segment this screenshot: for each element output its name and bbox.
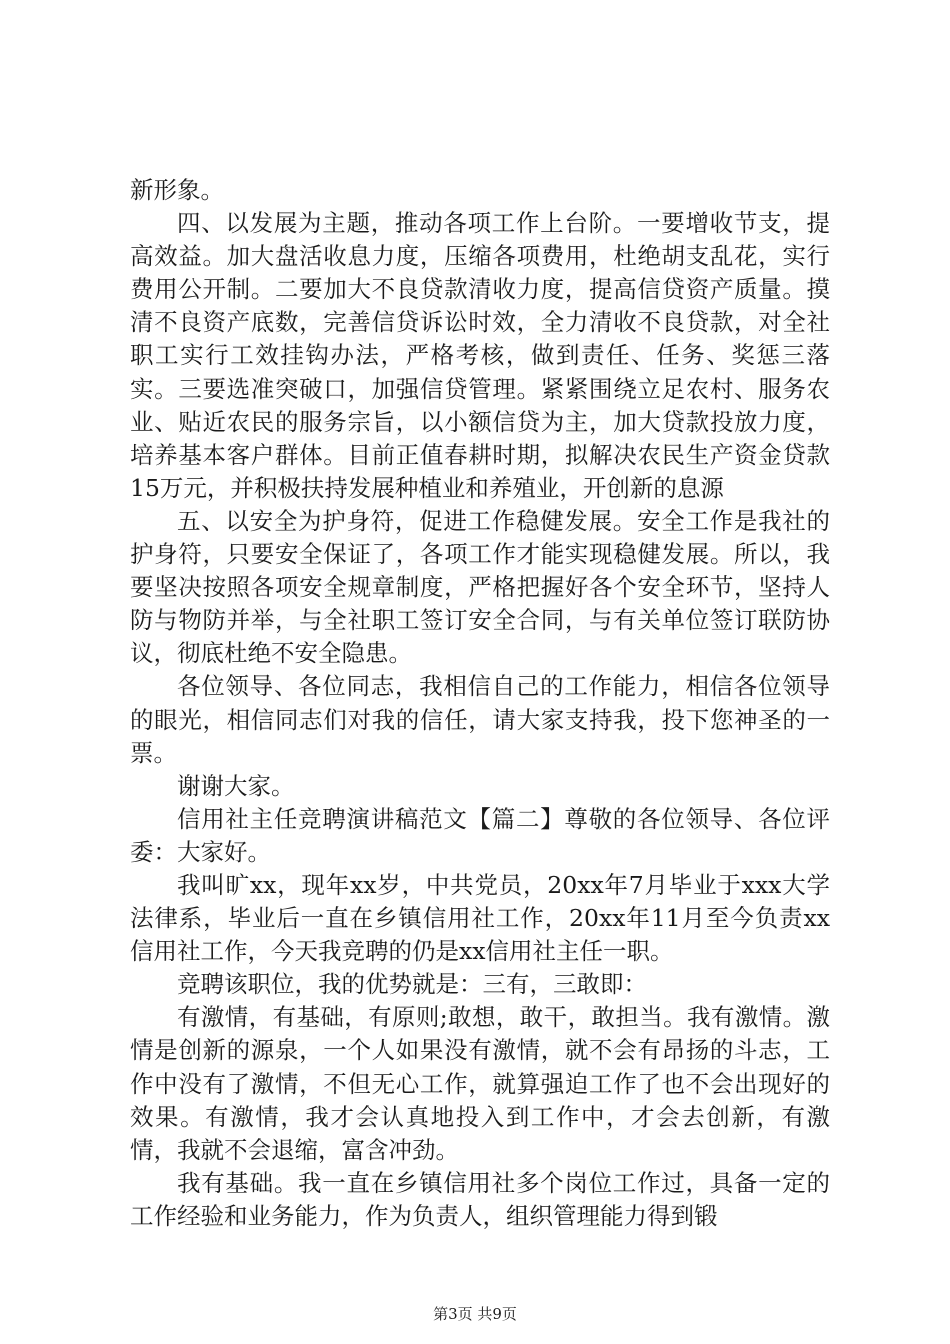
document-body [130, 174, 830, 1233]
paragraph-6: 信用社主任竞聘演讲稿范文【篇二】尊敬的各位领导、各位评委：大家好。 [130, 804, 830, 866]
paragraph-2: 四、以发展为主题，推动各项工作上台阶。一要增收节支，提高效益。加大盘活收息力度，压缩各项费用，杜绝胡支乱花，实行费用公开制。二要加大不良贷款清收力度，提高信贷资产质量。摸清不良资产底数，完善信贷诉讼时效，全力清收不良贷款，对全社职工实行工效挂钩办法，严格考核，做到责任、任务、奖惩三落实。三要选准突破口，加强信贷管理。紧紧围绕立足农村、服务农业、贴近农民的服务宗旨，以小额信贷为主，加大贷款投放力度，培养基本客户群体。目前正值春耕时期，拟解决农民生产资金贷款15万元，并积极扶持发展种植业和养殖业，开创新的息源 [130, 209, 830, 502]
page-number-footer: 第3页 共9页 [433, 1305, 517, 1323]
paragraph-8: 竞聘该职位，我的优势就是：三有，三敢即： [177, 970, 647, 999]
paragraph-3: 五、以安全为护身符，促进工作稳健发展。安全工作是我社的护身符，只要安全保证了，各项工作才能实现稳健发展。所以，我要坚决按照各项安全规章制度，严格把握好各个安全环节，坚持人防与物防并举，与全社职工签订安全合同，与有关单位签订联防协议，彻底杜绝不安全隐患。 [130, 506, 830, 668]
paragraph-1: 新形象。 [130, 176, 224, 204]
paragraph-7: 我叫旷xx，现年xx岁，中共党员，20xx年7月毕业于xxx大学法律系，毕业后一直在乡镇信用社工作，20xx年11月至今负责xx信用社工作，今天我竞聘的仍是xx信用社主任一职。 [130, 870, 830, 966]
paragraph-4: 各位领导、各位同志，我相信自己的工作能力，相信各位领导的眼光，相信同志们对我的信任，请大家支持我，投下您神圣的一票。 [130, 672, 830, 767]
paragraph-10: 我有基础。我一直在乡镇信用社多个岗位工作过，具备一定的工作经验和业务能力，作为负责人，组织管理能力得到锻 [130, 1168, 830, 1230]
paragraph-5: 谢谢大家。 [177, 771, 295, 800]
paragraph-9: 有激情，有基础，有原则;敢想，敢干，敢担当。我有激情。激情是创新的源泉，一个人如果没有激情，就不会有昂扬的斗志，工作中没有了激情，不但无心工作，就算强迫工作了也不会出现好的效果。有激情，我才会认真地投入到工作中，才会去创新，有激情，我就不会退缩，富含冲劲。 [130, 1003, 830, 1164]
